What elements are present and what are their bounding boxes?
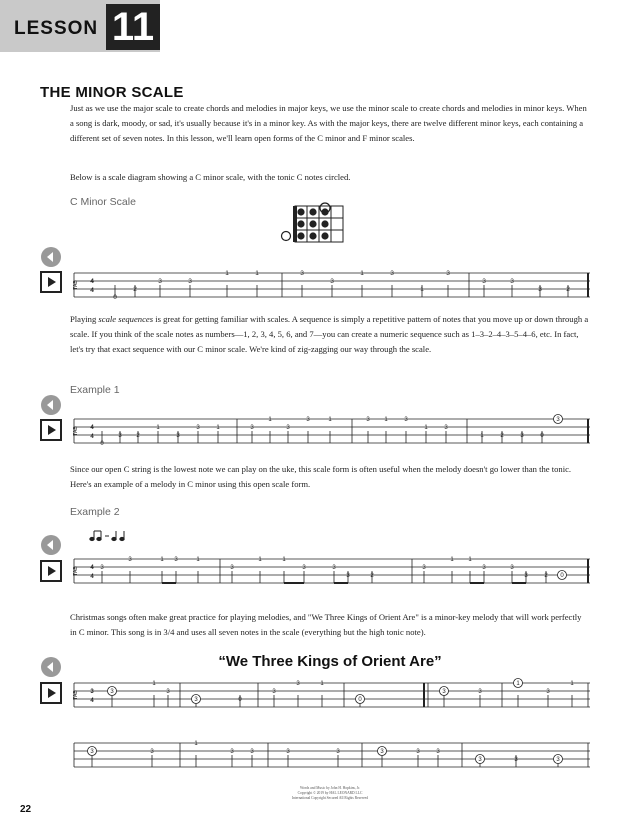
- svg-text:3: 3: [300, 270, 304, 277]
- time-sig-bottom: 4: [90, 287, 94, 294]
- play-button-1[interactable]: [40, 271, 62, 293]
- svg-text:3: 3: [230, 565, 234, 571]
- svg-text:3: 3: [478, 757, 482, 763]
- svg-text:1: 1: [216, 425, 220, 431]
- svg-text:3: 3: [422, 565, 426, 571]
- svg-text:1: 1: [258, 557, 262, 563]
- svg-text:4: 4: [90, 565, 94, 571]
- svg-text:2: 2: [136, 433, 140, 439]
- christmas-paragraph: Christmas songs often make great practice for playing melodies, and "We Three Kings of Orient Are" is a minor-key melody that will work perfectly in C minor. This song is in 3/4 and uses all seven notes in the scale (everything but the high tonic note).: [70, 612, 582, 637]
- svg-text:3: 3: [90, 749, 94, 755]
- svg-text:3: 3: [90, 689, 94, 695]
- audio-track-button-3[interactable]: [40, 534, 62, 556]
- tab-staff-song-line-2: [72, 738, 592, 772]
- svg-text:3: 3: [482, 278, 486, 285]
- lesson-header-tab: [0, 0, 160, 52]
- example-1-label: Example 1: [70, 384, 120, 396]
- diagram-intro-paragraph: Below is a scale diagram showing a C minor scale, with the tonic C notes circled.: [70, 172, 351, 182]
- svg-text:3: 3: [188, 278, 192, 285]
- svg-text:3: 3: [546, 689, 550, 695]
- open-string-paragraph: Since our open C string is the lowest note we can play on the uke, this scale form is often useful when the melody doesn't go lower than the tonic. Here's an example of a melody in C minor using this open scale form.: [70, 464, 572, 489]
- svg-text:1: 1: [480, 433, 484, 439]
- svg-text:3: 3: [196, 425, 200, 431]
- scale-label: C Minor Scale: [70, 196, 136, 208]
- svg-text:3: 3: [176, 433, 180, 439]
- svg-text:1: 1: [450, 557, 454, 563]
- svg-text:4: 4: [90, 698, 94, 704]
- svg-text:3: 3: [446, 270, 450, 277]
- svg-text:3: 3: [442, 689, 446, 695]
- svg-text:0: 0: [560, 573, 564, 579]
- scale-diagram: [278, 202, 350, 248]
- section-title: THE MINOR SCALE: [40, 84, 184, 101]
- svg-text:3: 3: [538, 286, 542, 293]
- svg-text:3: 3: [404, 417, 408, 423]
- svg-text:3: 3: [166, 689, 170, 695]
- svg-text:3: 3: [482, 565, 486, 571]
- svg-text:3: 3: [230, 749, 234, 755]
- svg-text:3: 3: [306, 417, 310, 423]
- play-button-4[interactable]: [40, 682, 62, 704]
- play-button-2[interactable]: [40, 419, 62, 441]
- tab-staff-example-1: [72, 414, 592, 448]
- svg-text:0: 0: [100, 441, 104, 447]
- svg-text:3: 3: [286, 425, 290, 431]
- intro-paragraph: Just as we use the major scale to create chords and melodies in major keys, we use the minor scale to create chords and melodies in minor keys. When a song is dark, moody, or sad, it's usually because it's in a minor key. As with the major keys, there are twelve different minor keys, each containing a different set of seven notes. In this lesson, we'll learn open forms of the C minor and F minor scales.: [70, 103, 587, 143]
- svg-text:1: 1: [570, 681, 574, 687]
- svg-text:3: 3: [330, 278, 334, 285]
- svg-text:3: 3: [272, 689, 276, 695]
- svg-text:1: 1: [194, 741, 198, 747]
- tab-clef: TAB: [73, 280, 79, 290]
- audio-track-button-2[interactable]: [40, 394, 62, 416]
- svg-text:3: 3: [250, 425, 254, 431]
- svg-text:3: 3: [366, 417, 370, 423]
- tab-staff-example-2: [72, 554, 592, 588]
- sequences-paragraph: Playing scale sequences is great for getting familiar with scales. A sequence is simply a repetitive pattern of notes that you move up or down through a scale. If you think of the scale notes as numbers—1, 2, 3, 4, 5, 6, and 7—you can create a numeric sequence such as 1–3–2–4–3–5–4–6, etc. In fact, let's try that exact sequence with our C minor scale. We're kind of zig-zagging our way through the scale.: [70, 314, 589, 354]
- svg-text:1: 1: [420, 286, 424, 293]
- svg-text:3: 3: [150, 749, 154, 755]
- svg-text:3: 3: [514, 757, 518, 763]
- play-button-3[interactable]: [40, 560, 62, 582]
- svg-text:3: 3: [332, 565, 336, 571]
- svg-text:3: 3: [100, 565, 104, 571]
- svg-text:1: 1: [468, 557, 472, 563]
- page-number: 22: [20, 804, 32, 815]
- svg-text:3: 3: [416, 749, 420, 755]
- swing-notation-icon: [88, 528, 128, 542]
- svg-text:0: 0: [358, 697, 362, 703]
- svg-text:2: 2: [566, 286, 570, 293]
- example-2-label: Example 2: [70, 506, 120, 518]
- copyright-credit: Words and Music by John H. Hopkins, Jr. Copyright © 2019 by HAL LEONARD LLC International Copyright Secured All Rights Reserved: [291, 786, 369, 800]
- svg-text:1: 1: [196, 557, 200, 563]
- svg-text:TAB: TAB: [73, 426, 79, 436]
- svg-text:0: 0: [540, 433, 544, 439]
- svg-text:1: 1: [268, 417, 272, 423]
- svg-text:3: 3: [346, 573, 350, 579]
- svg-text:1: 1: [160, 557, 164, 563]
- lesson-number: 11: [106, 4, 160, 50]
- svg-text:4: 4: [90, 425, 94, 431]
- svg-text:1: 1: [152, 681, 156, 687]
- svg-text:3: 3: [556, 757, 560, 763]
- svg-text:1: 1: [255, 270, 259, 277]
- svg-text:3: 3: [110, 689, 114, 695]
- svg-text:2: 2: [544, 573, 548, 579]
- svg-text:1: 1: [424, 425, 428, 431]
- svg-text:0: 0: [238, 697, 242, 703]
- audio-track-button-1[interactable]: [40, 246, 62, 268]
- svg-text:3: 3: [158, 278, 162, 285]
- svg-text:3: 3: [336, 749, 340, 755]
- svg-text:TAB: TAB: [73, 566, 79, 576]
- svg-text:3: 3: [118, 433, 122, 439]
- svg-text:4: 4: [90, 574, 94, 580]
- svg-text:1: 1: [516, 681, 520, 687]
- svg-text:3: 3: [510, 565, 514, 571]
- svg-text:3: 3: [510, 278, 514, 285]
- svg-text:1: 1: [156, 425, 160, 431]
- svg-text:2: 2: [500, 433, 504, 439]
- song-title: “We Three Kings of Orient Are”: [218, 653, 442, 670]
- svg-text:3: 3: [194, 697, 198, 703]
- svg-text:3: 3: [174, 557, 178, 563]
- svg-text:1: 1: [360, 270, 364, 277]
- svg-text:3: 3: [444, 425, 448, 431]
- svg-text:TAB: TAB: [73, 690, 79, 700]
- svg-text:2: 2: [133, 286, 137, 293]
- svg-text:3: 3: [296, 681, 300, 687]
- svg-text:3: 3: [390, 270, 394, 277]
- svg-text:3: 3: [286, 749, 290, 755]
- svg-text:1: 1: [328, 417, 332, 423]
- svg-text:3: 3: [302, 565, 306, 571]
- tab-staff-scale: [72, 268, 592, 302]
- svg-text:2: 2: [370, 573, 374, 579]
- tab-staff-song-line-1: [72, 678, 592, 712]
- svg-text:3: 3: [524, 573, 528, 579]
- lesson-label: LESSON: [14, 18, 99, 39]
- svg-text:1: 1: [384, 417, 388, 423]
- svg-text:3: 3: [250, 749, 254, 755]
- svg-text:0: 0: [113, 294, 117, 301]
- svg-text:3: 3: [478, 689, 482, 695]
- svg-text:3: 3: [520, 433, 524, 439]
- time-sig-top: 4: [90, 278, 94, 285]
- svg-text:1: 1: [282, 557, 286, 563]
- svg-text:3: 3: [556, 417, 560, 423]
- svg-text:3: 3: [128, 557, 132, 563]
- svg-text:1: 1: [225, 270, 229, 277]
- svg-text:4: 4: [90, 434, 94, 440]
- svg-text:1: 1: [320, 681, 324, 687]
- svg-text:3: 3: [380, 749, 384, 755]
- audio-track-button-4[interactable]: [40, 656, 62, 678]
- svg-text:3: 3: [436, 749, 440, 755]
